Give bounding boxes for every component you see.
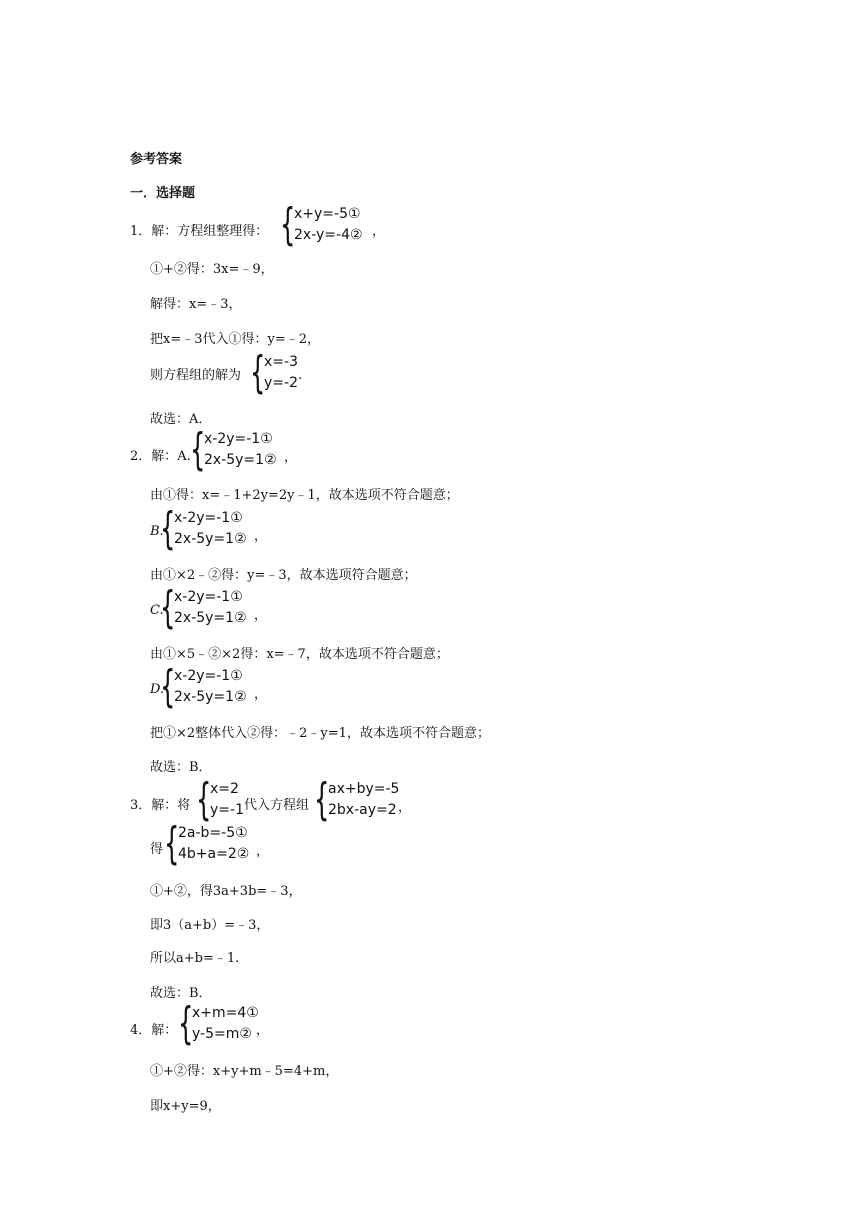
choice-line: 故选：B． <box>150 986 212 1001</box>
equation: ax+by=-5 <box>328 781 400 797</box>
solution-line: 把x=﹣3代入①得：y=﹣2， <box>150 332 321 347</box>
choice-line: 故选：A． <box>150 412 212 427</box>
brace-icon: { <box>250 347 266 398</box>
equation: 4b+a=2② <box>178 846 250 862</box>
punct: ， <box>254 608 268 623</box>
solution-line: ①+②，得3a+3b=﹣3， <box>150 884 302 899</box>
equation: 2bx-ay=2 <box>328 802 397 818</box>
punct: ， <box>256 1023 270 1038</box>
punct: ， <box>254 529 268 544</box>
solution-line: ①+②得：x+y+m﹣5=4+m， <box>150 1064 339 1079</box>
solution-line: 把①×2整体代入②得：﹣2﹣y=1，故本选项不符合题意； <box>150 726 490 741</box>
q3-intro: 3．解：将 <box>130 798 191 813</box>
equation: x=2 <box>210 781 239 797</box>
punct: ， <box>256 844 270 859</box>
option-label: C. <box>150 603 164 618</box>
punct: ， <box>284 450 298 465</box>
option-label: B. <box>150 524 164 539</box>
solution-line: 即3（a+b）=﹣3， <box>150 918 270 933</box>
answer-heading: 参考答案 <box>130 152 183 167</box>
brace-icon: { <box>190 424 206 475</box>
brace-icon: { <box>160 503 176 554</box>
equation: y-5=m② <box>192 1026 252 1042</box>
equation: 2x-5y=1② <box>174 531 247 547</box>
equation: 2x-y=-4② <box>294 227 363 243</box>
solution-line: 由①×2﹣②得：y=﹣3，故本选项符合题意； <box>150 568 417 583</box>
brace-icon: { <box>280 199 296 250</box>
q3-de: 得 <box>150 842 164 857</box>
q1-intro: 1．解：方程组整理得： <box>130 224 269 239</box>
solution-line: 解得：x=﹣3， <box>150 297 242 312</box>
solution-line: 所以a+b=﹣1. <box>150 951 240 966</box>
equation: x+y=-5① <box>294 206 361 222</box>
q2-intro: 2．解：A. <box>130 449 191 464</box>
solution-line: 由①×5﹣②×2得：x=﹣7，故本选项不符合题意； <box>150 647 449 662</box>
equation: 2x-5y=1② <box>174 610 247 626</box>
section-title: 一．选择题 <box>130 186 196 201</box>
punct: ， <box>372 224 386 239</box>
equation: y=-2 <box>264 375 298 391</box>
solution-line: 即x+y=9， <box>150 1099 221 1114</box>
solution-line: 由①得：x=﹣1+2y=2y﹣1，故本选项不符合题意； <box>150 488 459 503</box>
brace-icon: { <box>164 818 180 869</box>
option-label: D. <box>150 682 165 697</box>
equation: 2x-5y=1② <box>174 689 247 705</box>
q4-intro: 4．解： <box>130 1023 178 1038</box>
equation: x+m=4① <box>192 1005 259 1021</box>
equation: x-2y=-1① <box>204 431 273 447</box>
equation: 2x-5y=1② <box>204 452 277 468</box>
brace-icon: { <box>160 582 176 633</box>
equation: y=-1 <box>210 802 244 818</box>
brace-icon: { <box>160 661 176 712</box>
q3-mid-text: 代入方程组 <box>244 798 310 813</box>
solution-line: ①+②得：3x=﹣9， <box>150 262 274 277</box>
equation: x=-3 <box>264 354 298 370</box>
equation: x-2y=-1① <box>174 668 243 684</box>
punct: . <box>298 368 303 383</box>
solution-line: 则方程组的解为 <box>150 368 242 383</box>
punct: ， <box>254 687 268 702</box>
brace-icon: { <box>196 774 212 825</box>
equation: x-2y=-1① <box>174 510 243 526</box>
equation: x-2y=-1① <box>174 589 243 605</box>
brace-icon: { <box>178 998 194 1049</box>
punct: ， <box>398 800 412 815</box>
brace-icon: { <box>314 774 330 825</box>
equation: 2a-b=-5① <box>178 825 248 841</box>
choice-line: 故选：B． <box>150 760 212 775</box>
